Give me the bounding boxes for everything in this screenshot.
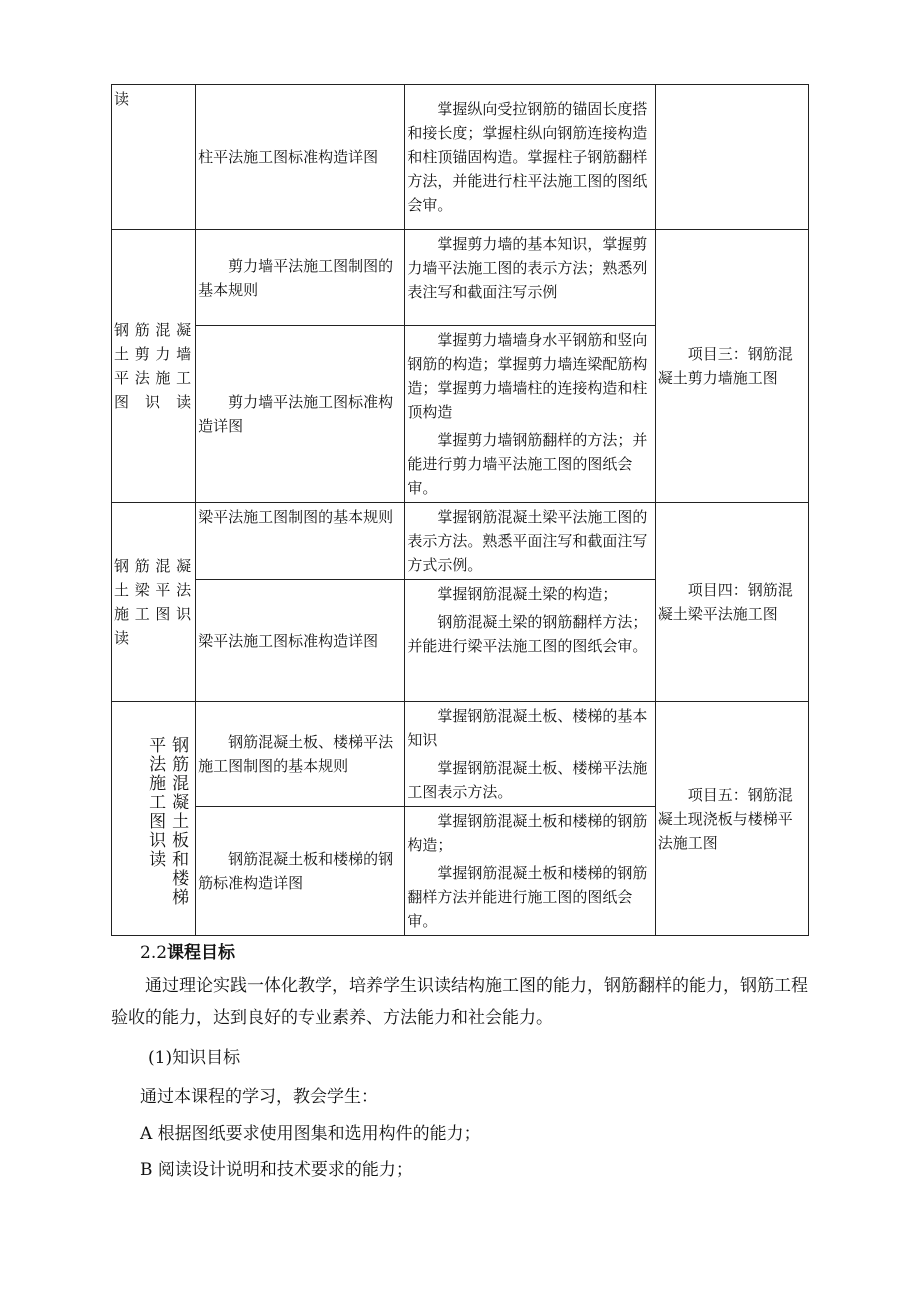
list-item: A 根据图纸要求使用图集和选用构件的能力； [140,1124,481,1144]
content-cell: 钢筋混凝土板、楼梯平法施工图制图的基本规则 [196,702,405,807]
goal-cell: 掌握钢筋混凝土板、楼梯的基本知识 掌握钢筋混凝土板、楼梯平法施工图表示方法。 [405,702,655,807]
table-row [112,230,809,326]
topic-cell: 钢筋混凝土剪力墙平法施工图识读 [112,230,196,503]
section-heading: 2.2课程目标 [140,943,236,963]
goal-cell: 掌握钢筋混凝土梁平法施工图的表示方法。熟悉平面注写和截面注写方式示例。 [405,503,655,580]
goal-cell: 掌握纵向受拉钢筋的锚固长度搭和接长度；掌握柱纵向钢筋连接构造和柱顶锚固构造。掌握柱子钢筋翻样方法，并能进行柱平法施工图的图纸会审。 [405,85,655,230]
project-cell [655,85,808,230]
content-cell: 梁平法施工图制图的基本规则 [196,503,405,580]
curriculum-table [111,84,809,936]
table-row [112,503,809,580]
content-cell: 柱平法施工图标准构造详图 [196,85,405,230]
project-cell: 项目五：钢筋混凝土现浇板与楼梯平法施工图 [655,702,808,936]
topic-cell: 钢筋混凝土板和楼梯平法施工图识读 [112,702,196,936]
goal-cell: 掌握剪力墙的基本知识，掌握剪力墙平法施工图的表示方法；熟悉列表注写和截面注写示例 [405,230,655,326]
table-row [112,702,809,807]
project-cell: 项目四：钢筋混凝土梁平法施工图 [655,503,808,702]
content-cell: 剪力墙平法施工图制图的基本规则 [196,230,405,326]
project-cell: 项目三：钢筋混凝土剪力墙施工图 [655,230,808,503]
lead-text: 通过本课程的学习，教会学生： [140,1087,378,1107]
content-cell: 梁平法施工图标准构造详图 [196,580,405,702]
goal-cell: 掌握剪力墙墙身水平钢筋和竖向钢筋的构造；掌握剪力墙连梁配筋构造；掌握剪力墙墙柱的连接构造和柱顶构造 掌握剪力墙钢筋翻样的方法；并能进行剪力墙平法施工图的图纸会审。 [405,326,655,503]
content-cell: 剪力墙平法施工图标准构造详图 [196,326,405,503]
topic-cell: 读 [112,85,196,230]
table-row [112,85,809,230]
list-item: B 阅读设计说明和技术要求的能力； [140,1160,413,1180]
goal-cell: 掌握钢筋混凝土梁的构造； 钢筋混凝土梁的钢筋翻样方法；并能进行梁平法施工图的图纸会审。 [405,580,655,702]
topic-cell: 钢筋混凝土梁平法施工图识读 [112,503,196,702]
goal-cell: 掌握钢筋混凝土板和楼梯的钢筋构造； 掌握钢筋混凝土板和楼梯的钢筋翻样方法并能进行施工图的图纸会审。 [405,807,655,936]
sub-heading: (1)知识目标 [148,1048,241,1068]
intro-paragraph: 通过理论实践一体化教学，培养学生识读结构施工图的能力，钢筋翻样的能力，钢筋工程验收的能力，达到良好的专业素养、方法能力和社会能力。 [111,976,808,1028]
content-cell: 钢筋混凝土板和楼梯的钢筋标准构造详图 [196,807,405,936]
